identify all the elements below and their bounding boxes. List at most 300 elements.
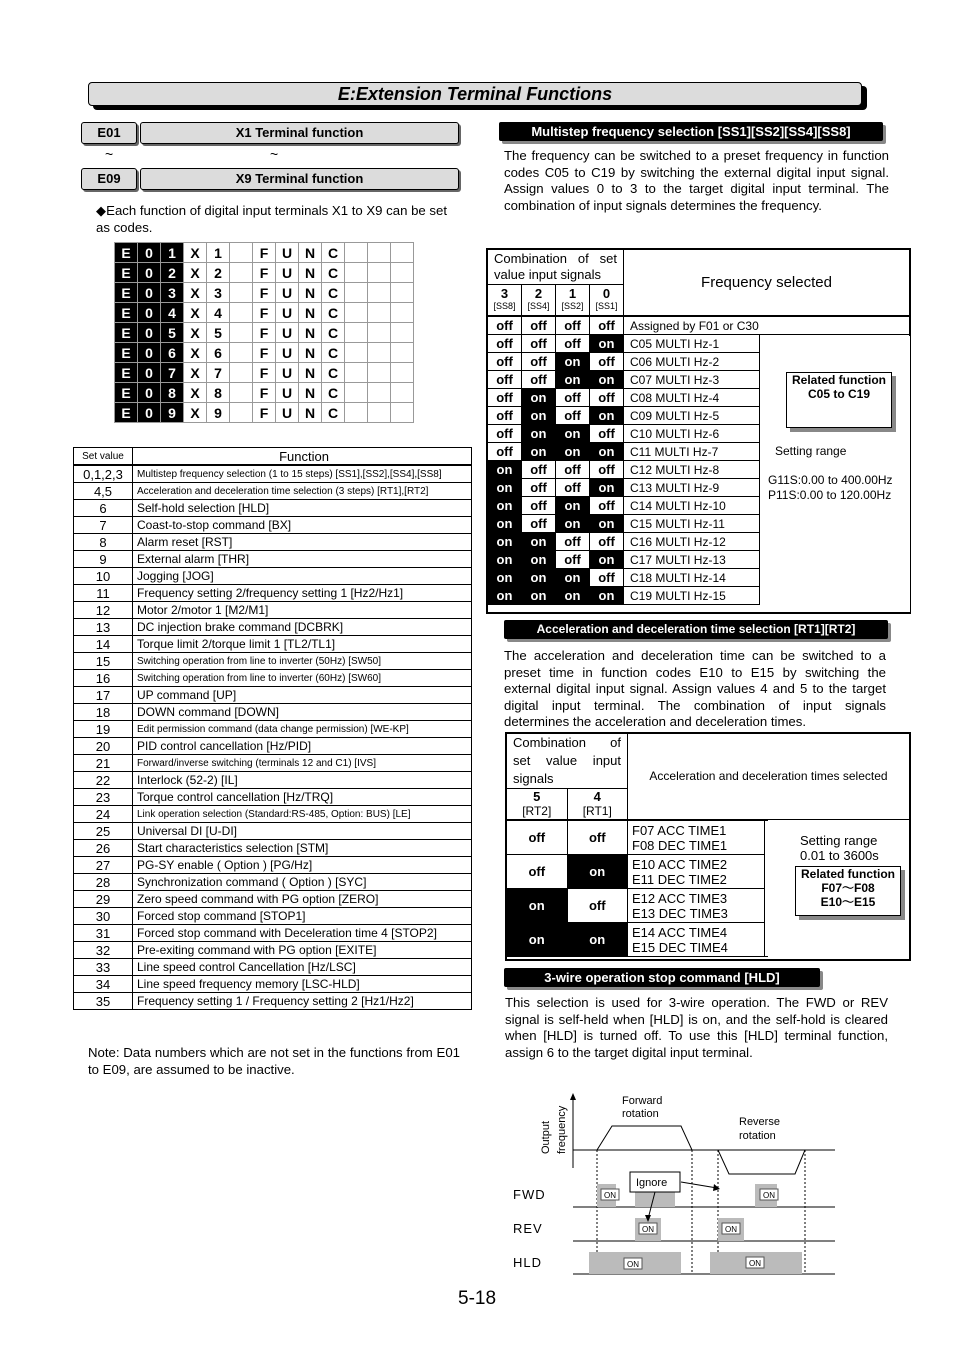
function-row xyxy=(74,517,472,534)
grid-cell: C xyxy=(322,283,345,303)
bit-header xyxy=(488,285,522,317)
fwd-label: FWD xyxy=(513,1187,546,1202)
switch-state: on xyxy=(556,515,590,533)
grid-cell xyxy=(230,283,253,303)
set-value: 15 xyxy=(74,653,133,670)
accel-times xyxy=(628,855,765,889)
bit-num: 0 xyxy=(602,286,611,301)
switch-state: on xyxy=(556,443,590,461)
switch-state: off xyxy=(522,335,556,353)
set-value: 7 xyxy=(74,517,133,534)
grid-cell xyxy=(391,363,414,383)
grid-cell xyxy=(391,263,414,283)
grid-cell xyxy=(391,303,414,323)
dec-time: F08 DEC TIME1 xyxy=(632,837,728,853)
intro-text: ◆Each function of digital input terminals X1 to X9 can be set as codes. xyxy=(96,203,448,235)
switch-state: off xyxy=(590,533,624,551)
bit-signal: [SS8] xyxy=(493,301,516,311)
grid-cell: 5 xyxy=(207,323,230,343)
grid-cell: 7 xyxy=(161,363,184,383)
function-row xyxy=(74,976,472,993)
accel-switch-state: on xyxy=(507,889,568,923)
grid-cell: N xyxy=(299,263,322,283)
page-title: E:Extension Terminal Functions xyxy=(88,82,862,106)
function-row xyxy=(74,602,472,619)
grid-cell xyxy=(345,403,368,423)
function-row xyxy=(74,670,472,687)
switch-state: on xyxy=(488,587,522,605)
dec-time: E11 DEC TIME2 xyxy=(632,871,727,887)
accel-switch-state: off xyxy=(507,820,568,855)
grid-cell xyxy=(230,263,253,283)
comb-label: Combination of set value input signals xyxy=(488,250,624,285)
grid-cell: 2 xyxy=(161,263,184,283)
grid-cell: 8 xyxy=(161,383,184,403)
grid-cell: E xyxy=(115,323,138,343)
set-value: 26 xyxy=(74,840,133,857)
grid-cell: 0 xyxy=(138,363,161,383)
switch-state: on xyxy=(556,425,590,443)
grid-cell xyxy=(391,283,414,303)
accel-switch-state: on xyxy=(567,855,628,889)
set-value: 21 xyxy=(74,755,133,772)
function-desc: Line speed frequency memory [LSC-HLD] xyxy=(133,976,472,993)
set-value: 34 xyxy=(74,976,133,993)
switch-state: on xyxy=(590,371,624,389)
grid-cell: 0 xyxy=(138,383,161,403)
switch-state: on xyxy=(488,461,522,479)
y-axis-arrow xyxy=(570,1093,576,1100)
grid-cell: 0 xyxy=(138,403,161,423)
set-value: 17 xyxy=(74,687,133,704)
grid-cell: N xyxy=(299,363,322,383)
bit-num: 1 xyxy=(568,286,577,301)
switch-state: off xyxy=(590,569,624,587)
grid-cell: N xyxy=(299,303,322,323)
on-tag-6: ON xyxy=(749,1259,761,1268)
col-header-set-value: Set value xyxy=(74,448,133,466)
function-row xyxy=(74,636,472,653)
grid-cell: F xyxy=(253,343,276,363)
function-table xyxy=(73,447,472,1010)
on-tag-5: ON xyxy=(627,1260,639,1269)
function-row xyxy=(74,534,472,551)
grid-cell: 9 xyxy=(161,403,184,423)
switch-state: off xyxy=(522,461,556,479)
grid-cell: 3 xyxy=(161,283,184,303)
switch-state: off xyxy=(590,497,624,515)
switch-state: on xyxy=(522,443,556,461)
grid-cell: F xyxy=(253,243,276,263)
function-desc: Interlock (52-2) [IL] xyxy=(133,772,472,789)
grid-cell xyxy=(368,383,391,403)
accel-bit-num: 4 xyxy=(593,789,601,804)
accel-times xyxy=(628,889,765,923)
switch-state: off xyxy=(522,497,556,515)
function-desc: Alarm reset [RST] xyxy=(133,534,472,551)
grid-cell: E xyxy=(115,303,138,323)
freq-selected: C17 MULTI Hz-13 xyxy=(624,551,760,569)
grid-cell: U xyxy=(276,303,299,323)
grid-cell xyxy=(368,403,391,423)
grid-cell xyxy=(391,343,414,363)
set-value: 18 xyxy=(74,704,133,721)
grid-cell: E xyxy=(115,283,138,303)
acc-time: F07 ACC TIME1 xyxy=(632,822,727,838)
switch-state: on xyxy=(488,497,522,515)
function-desc: Frequency setting 1 / Frequency setting 2 [Hz1/Hz2] xyxy=(133,993,472,1010)
switch-state: off xyxy=(556,461,590,479)
switch-state: off xyxy=(556,533,590,551)
accel-switch-state: off xyxy=(507,855,568,889)
accel-related-title: Related function xyxy=(800,867,895,881)
accel-bit-num: 5 xyxy=(533,789,541,804)
accel-related-2: E10～E15 xyxy=(820,895,876,909)
function-row xyxy=(74,721,472,738)
grid-cell: N xyxy=(299,403,322,423)
page-number: 5-18 xyxy=(458,1288,497,1309)
grid-cell: E xyxy=(115,403,138,423)
set-value: 32 xyxy=(74,942,133,959)
grid-cell xyxy=(230,323,253,343)
code-first: E01 xyxy=(81,122,137,144)
bit-num: 2 xyxy=(534,286,543,301)
switch-state: on xyxy=(590,515,624,533)
function-desc: DC injection brake command [DCBRK] xyxy=(133,619,472,636)
switch-state: on xyxy=(590,407,624,425)
tilde-left: ~ xyxy=(105,146,114,162)
function-desc: Forced stop command with Deceleration time 4 [STOP2] xyxy=(133,925,472,942)
grid-cell: U xyxy=(276,363,299,383)
ignore-pointer-head xyxy=(713,1184,720,1191)
forward-label-1: Forward xyxy=(622,1095,663,1107)
function-desc: Pre-exiting command with PG option [EXITE] xyxy=(133,942,472,959)
grid-cell xyxy=(345,343,368,363)
grid-cell: N xyxy=(299,243,322,263)
function-row xyxy=(74,585,472,602)
function-row xyxy=(74,772,472,789)
grid-cell: X xyxy=(184,303,207,323)
grid-cell xyxy=(391,243,414,263)
grid-cell: X xyxy=(184,283,207,303)
switch-state: on xyxy=(488,479,522,497)
set-value: 33 xyxy=(74,959,133,976)
switch-state: off xyxy=(522,371,556,389)
related-title: Related function xyxy=(791,373,886,387)
rev-label: REV xyxy=(513,1221,543,1236)
grid-cell: X xyxy=(184,343,207,363)
freq-selected: C14 MULTI Hz-10 xyxy=(624,497,760,515)
function-row xyxy=(74,823,472,840)
switch-state: on xyxy=(590,335,624,353)
code-last-label: X9 Terminal function xyxy=(140,168,459,190)
grid-cell xyxy=(368,343,391,363)
switch-state: off xyxy=(590,316,624,335)
switch-state: on xyxy=(522,587,556,605)
function-desc: Torque control cancellation [Hz/TRQ] xyxy=(133,789,472,806)
grid-cell: E xyxy=(115,383,138,403)
set-value: 30 xyxy=(74,908,133,925)
freq-selected: C11 MULTI Hz-7 xyxy=(624,443,760,461)
grid-cell xyxy=(230,403,253,423)
freq-selected: C10 MULTI Hz-6 xyxy=(624,425,760,443)
note-text: Note: Data numbers which are not set in the functions from E01 to E09, are assumed to be inactive. xyxy=(88,1045,460,1077)
grid-cell: X xyxy=(184,263,207,283)
acc-time: E10 ACC TIME2 xyxy=(632,856,728,872)
function-desc: Coast-to-stop command [BX] xyxy=(133,517,472,534)
freq-selected: C16 MULTI Hz-12 xyxy=(624,533,760,551)
function-desc: Torque limit 2/torque limit 1 [TL2/TL1] xyxy=(133,636,472,653)
set-value: 16 xyxy=(74,670,133,687)
grid-cell: 8 xyxy=(207,383,230,403)
grid-cell: U xyxy=(276,283,299,303)
switch-state: on xyxy=(522,569,556,587)
note xyxy=(88,1045,460,1078)
on-tag-1: ON xyxy=(604,1191,616,1200)
grid-cell: X xyxy=(184,403,207,423)
range-p11s: P11S:0.00 to 120.00Hz xyxy=(768,488,892,502)
function-row xyxy=(74,687,472,704)
switch-state: off xyxy=(522,479,556,497)
function-row xyxy=(74,568,472,585)
switch-state: on xyxy=(488,533,522,551)
grid-cell xyxy=(368,363,391,383)
reverse-curve xyxy=(718,1150,805,1174)
accel-paragraph: The acceleration and deceleration time can be switched to a preset time in function codes E10 to E15 by switching the external digital input signal. Assign values 4 and 5 to the target digital input terminal. The combination of input signals determines the acceleration and deceleration times. xyxy=(504,648,886,730)
switch-state: on xyxy=(522,389,556,407)
switch-state: off xyxy=(556,316,590,335)
accel-setting-range: 0.01 to 3600s xyxy=(800,848,879,863)
function-row xyxy=(74,500,472,517)
switch-state: on xyxy=(556,587,590,605)
grid-cell: 4 xyxy=(207,303,230,323)
grid-cell: E xyxy=(115,263,138,283)
set-value: 27 xyxy=(74,857,133,874)
grid-cell xyxy=(230,383,253,403)
timing-diagram xyxy=(505,1088,845,1283)
accel-switch-state: off xyxy=(567,889,628,923)
switch-state: on xyxy=(556,569,590,587)
switch-state: off xyxy=(522,316,556,335)
function-row xyxy=(74,789,472,806)
set-value: 10 xyxy=(74,568,133,585)
grid-cell: U xyxy=(276,243,299,263)
ignore-label: Ignore xyxy=(636,1177,668,1189)
function-row xyxy=(74,874,472,891)
set-value: 0,1,2,3 xyxy=(74,465,133,483)
function-desc: Self-hold selection [HLD] xyxy=(133,500,472,517)
set-value: 9 xyxy=(74,551,133,568)
set-value: 20 xyxy=(74,738,133,755)
set-value: 29 xyxy=(74,891,133,908)
related-codes: C05 to C19 xyxy=(807,387,871,401)
grid-cell: 4 xyxy=(161,303,184,323)
bit-num: 3 xyxy=(500,286,509,301)
on-tag-2: ON xyxy=(763,1191,775,1200)
function-desc: Acceleration and deceleration time selection (3 steps) [RT1],[RT2] xyxy=(133,483,472,500)
freq-label: Frequency selected xyxy=(624,250,910,317)
freq-selected: C12 MULTI Hz-8 xyxy=(624,461,760,479)
bit-header xyxy=(590,285,624,317)
hld-paragraph: This selection is used for 3-wire operation. The FWD or REV signal is self-held when [HLD] is on, and the self-hold is cleared when [HLD] is turned off. To use this [HLD] terminal function, assign 6 to the target digital input terminal. xyxy=(505,995,888,1060)
switch-state: on xyxy=(522,533,556,551)
grid-cell: F xyxy=(253,363,276,383)
grid-cell: E xyxy=(115,243,138,263)
grid-cell: C xyxy=(322,263,345,283)
switch-state: off xyxy=(590,461,624,479)
grid-cell: X xyxy=(184,243,207,263)
function-desc: Edit permission command (data change permission) [WE-KP] xyxy=(133,721,472,738)
grid-cell: E xyxy=(115,343,138,363)
accel-heading: Acceleration and deceleration time selection [RT1][RT2] xyxy=(504,620,888,639)
switch-state: on xyxy=(590,551,624,569)
grid-cell: 2 xyxy=(207,263,230,283)
grid-cell: 9 xyxy=(207,403,230,423)
function-row xyxy=(74,840,472,857)
function-row xyxy=(74,925,472,942)
grid-cell xyxy=(345,283,368,303)
grid-cell: C xyxy=(322,403,345,423)
grid-cell xyxy=(368,243,391,263)
dec-time: E13 DEC TIME3 xyxy=(632,905,728,921)
grid-cell: F xyxy=(253,323,276,343)
code-grid xyxy=(114,242,414,423)
grid-cell: 0 xyxy=(138,263,161,283)
function-row xyxy=(74,993,472,1010)
on-tag-4: ON xyxy=(725,1225,737,1234)
accel-sel-label: Acceleration and deceleration times selected xyxy=(628,734,910,821)
switch-state: on xyxy=(488,515,522,533)
function-row xyxy=(74,857,472,874)
function-row xyxy=(74,908,472,925)
switch-state: on xyxy=(488,551,522,569)
function-desc: PID control cancellation [Hz/PID] xyxy=(133,738,472,755)
function-desc: Frequency setting 2/frequency setting 1 [Hz2/Hz1] xyxy=(133,585,472,602)
grid-cell xyxy=(391,383,414,403)
code-first-label: X1 Terminal function xyxy=(140,122,459,144)
bit-header xyxy=(522,285,556,317)
switch-state: off xyxy=(522,353,556,371)
switch-state: off xyxy=(488,371,522,389)
switch-state: off xyxy=(488,443,522,461)
grid-cell: U xyxy=(276,323,299,343)
function-desc: Forced stop command [STOP1] xyxy=(133,908,472,925)
accel-bit-signal: [RT1] xyxy=(582,804,612,818)
hld-heading: 3-wire operation stop command [HLD] xyxy=(504,968,820,987)
on-tag-3: ON xyxy=(642,1225,654,1234)
function-desc: Jogging [JOG] xyxy=(133,568,472,585)
grid-cell: F xyxy=(253,283,276,303)
reverse-label-2: rotation xyxy=(739,1130,776,1142)
function-row xyxy=(74,959,472,976)
grid-cell xyxy=(368,263,391,283)
set-value: 6 xyxy=(74,500,133,517)
grid-cell xyxy=(345,243,368,263)
set-value: 23 xyxy=(74,789,133,806)
switch-state: on xyxy=(590,587,624,605)
freq-selected: C13 MULTI Hz-9 xyxy=(624,479,760,497)
function-desc: External alarm [THR] xyxy=(133,551,472,568)
grid-cell: N xyxy=(299,383,322,403)
function-row xyxy=(74,483,472,500)
hld-label: HLD xyxy=(513,1255,543,1270)
function-row xyxy=(74,551,472,568)
grid-cell: X xyxy=(184,363,207,383)
multistep-related-box xyxy=(786,372,892,428)
set-value: 4,5 xyxy=(74,483,133,500)
grid-cell: F xyxy=(253,383,276,403)
bit-header xyxy=(556,285,590,317)
function-desc: Switching operation from line to inverter (50Hz) [SW50] xyxy=(133,653,472,670)
switch-state: on xyxy=(522,425,556,443)
function-desc: PG-SY enable ( Option ) [PG/Hz] xyxy=(133,857,472,874)
code-last: E09 xyxy=(81,168,137,190)
accel-times xyxy=(628,923,765,957)
freq-selected: C19 MULTI Hz-15 xyxy=(624,587,760,605)
switch-state: off xyxy=(556,407,590,425)
grid-cell: 3 xyxy=(207,283,230,303)
function-row xyxy=(74,891,472,908)
grid-cell xyxy=(391,403,414,423)
switch-state: on xyxy=(590,443,624,461)
switch-state: on xyxy=(590,479,624,497)
switch-state: off xyxy=(556,551,590,569)
dec-time: E15 DEC TIME4 xyxy=(632,939,728,955)
grid-cell: 0 xyxy=(138,343,161,363)
grid-cell xyxy=(368,303,391,323)
grid-cell: U xyxy=(276,343,299,363)
grid-cell: U xyxy=(276,383,299,403)
function-row xyxy=(74,465,472,483)
reverse-label-1: Reverse xyxy=(739,1116,780,1128)
freq-selected: C07 MULTI Hz-3 xyxy=(624,371,760,389)
switch-state: off xyxy=(488,353,522,371)
grid-cell: F xyxy=(253,303,276,323)
switch-state: off xyxy=(556,335,590,353)
set-value: 31 xyxy=(74,925,133,942)
multistep-row xyxy=(488,316,910,335)
switch-state: on xyxy=(556,353,590,371)
switch-state: off xyxy=(556,479,590,497)
grid-cell: C xyxy=(322,383,345,403)
grid-cell xyxy=(345,303,368,323)
grid-cell: C xyxy=(322,323,345,343)
grid-cell: 5 xyxy=(161,323,184,343)
switch-state: on xyxy=(556,497,590,515)
function-desc: Start characteristics selection [STM] xyxy=(133,840,472,857)
function-row xyxy=(74,619,472,636)
grid-cell xyxy=(345,383,368,403)
grid-cell xyxy=(345,323,368,343)
switch-state: off xyxy=(488,425,522,443)
function-row xyxy=(74,653,472,670)
switch-state: off xyxy=(488,389,522,407)
set-value: 19 xyxy=(74,721,133,738)
function-desc: Switching operation from line to inverter (60Hz) [SW60] xyxy=(133,670,472,687)
grid-cell: N xyxy=(299,343,322,363)
grid-cell: E xyxy=(115,363,138,383)
grid-cell xyxy=(230,343,253,363)
grid-cell xyxy=(230,243,253,263)
grid-cell xyxy=(230,303,253,323)
freq-selected: C18 MULTI Hz-14 xyxy=(624,569,760,587)
grid-cell: 6 xyxy=(161,343,184,363)
function-desc: UP command [UP] xyxy=(133,687,472,704)
switch-state: off xyxy=(488,407,522,425)
set-value: 11 xyxy=(74,585,133,602)
set-value: 25 xyxy=(74,823,133,840)
multistep-setting-range-label: Setting range xyxy=(775,444,847,458)
